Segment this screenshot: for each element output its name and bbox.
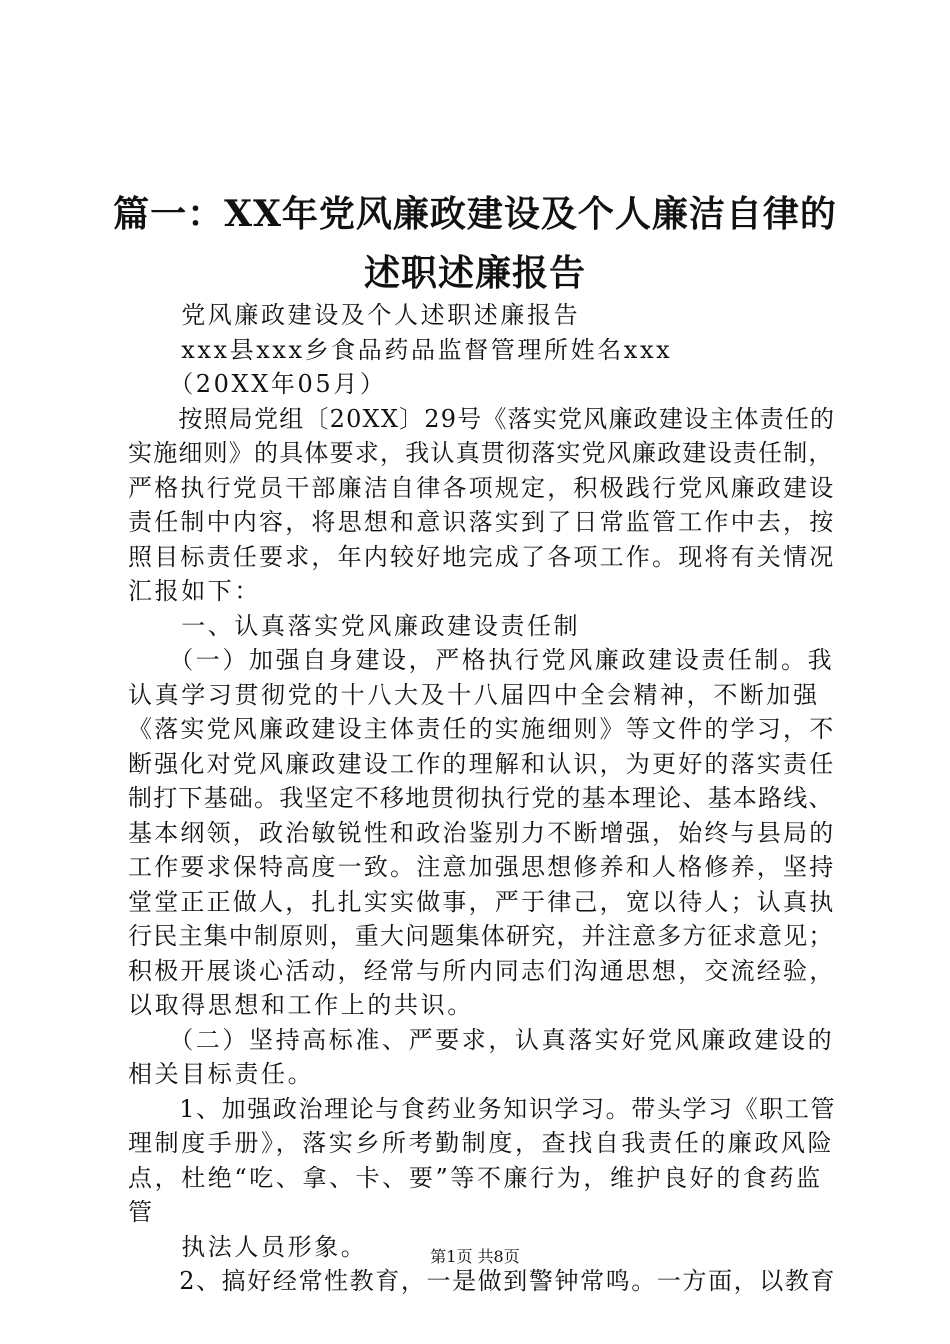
body-line: 基本纲领，政治敏锐性和政治鉴别力不断增强，始终与县局的 <box>128 818 836 847</box>
body-line: 执法人员形象。 <box>128 1232 368 1261</box>
body-line: 工作要求保特高度一致。注意加强思想修养和人格修养，坚持 <box>128 853 836 881</box>
body-line: 责任制中内容，将思想和意识落实到了日常监管工作中去，按 <box>128 508 836 536</box>
body-line: 按照局党组〔20XX〕29号《落实党风廉政建设主体责任的 <box>128 404 836 433</box>
body-line: 严格执行党员干部廉洁自律各项规定，积极践行党风廉政建设 <box>128 473 836 502</box>
document-title-line-1: 篇一：XX年党风廉政建设及个人廉洁自律的 <box>113 193 837 235</box>
body-line: 理制度手册》，落实乡所考勤制度，查找自我责任的廉政风险 <box>128 1129 835 1157</box>
body-line: 行民主集中制原则，重大问题集体研究，并注意多方征求意见； <box>128 922 834 950</box>
body-line: 实施细则》的具体要求，我认真贯彻落实党风廉政建设责任制， <box>128 439 834 467</box>
body-line: 断强化对党风廉政建设工作的理解和认识，为更好的落实责任 <box>128 749 836 778</box>
body-line: （20XX年05月） <box>128 370 387 398</box>
body-line: 制打下基础。我坚定不移地贯彻执行党的基本理论、基本路线、 <box>128 784 834 812</box>
body-line: （一）加强自身建设，严格执行党风廉政建设责任制。我 <box>128 646 835 674</box>
body-line: 《落实党风廉政建设主体责任的实施细则》等文件的学习，不 <box>128 715 836 743</box>
body-line: 以取得思想和工作上的共识。 <box>128 991 474 1019</box>
body-line: 党风廉政建设及个人述职述廉报告 <box>128 301 581 329</box>
body-line: xxx县xxx乡食品药品监督管理所姓名xxx <box>128 335 673 364</box>
body-line: 1、加强政治理论与食药业务知识学习。带头学习《职工管 <box>128 1094 837 1123</box>
body-line: （二）坚持高标准、严要求，认真落实好党风廉政建设的 <box>128 1025 835 1054</box>
body-line: 点，杜绝“吃、拿、卡、要”等不廉行为，维护良好的食药监 <box>128 1163 823 1192</box>
body-line: 认真学习贯彻党的十八大及十八届四中全会精神，不断加强 <box>128 680 820 709</box>
body-line: 堂堂正正做人，扎扎实实做事，严于律己，宽以待人；认真执 <box>128 887 836 916</box>
document-title-line-2: 述职述廉报告 <box>363 252 586 294</box>
body-line: 积极开展谈心活动，经常与所内同志们沟通思想，交流经验， <box>128 956 836 985</box>
body-line: 2、搞好经常性教育，一是做到警钟常鸣。一方面，以教育 <box>128 1267 837 1295</box>
body-line: 相关目标责任。 <box>128 1060 315 1088</box>
body-line: 一、认真落实党风廉政建设责任制 <box>128 611 581 640</box>
body-line: 管 <box>128 1198 155 1226</box>
body-line: 汇报如下： <box>128 577 261 605</box>
body-line: 照目标责任要求，年内较好地完成了各项工作。现将有关情况 <box>128 542 836 571</box>
page-footer: 第1页 共8页 <box>430 1247 520 1266</box>
